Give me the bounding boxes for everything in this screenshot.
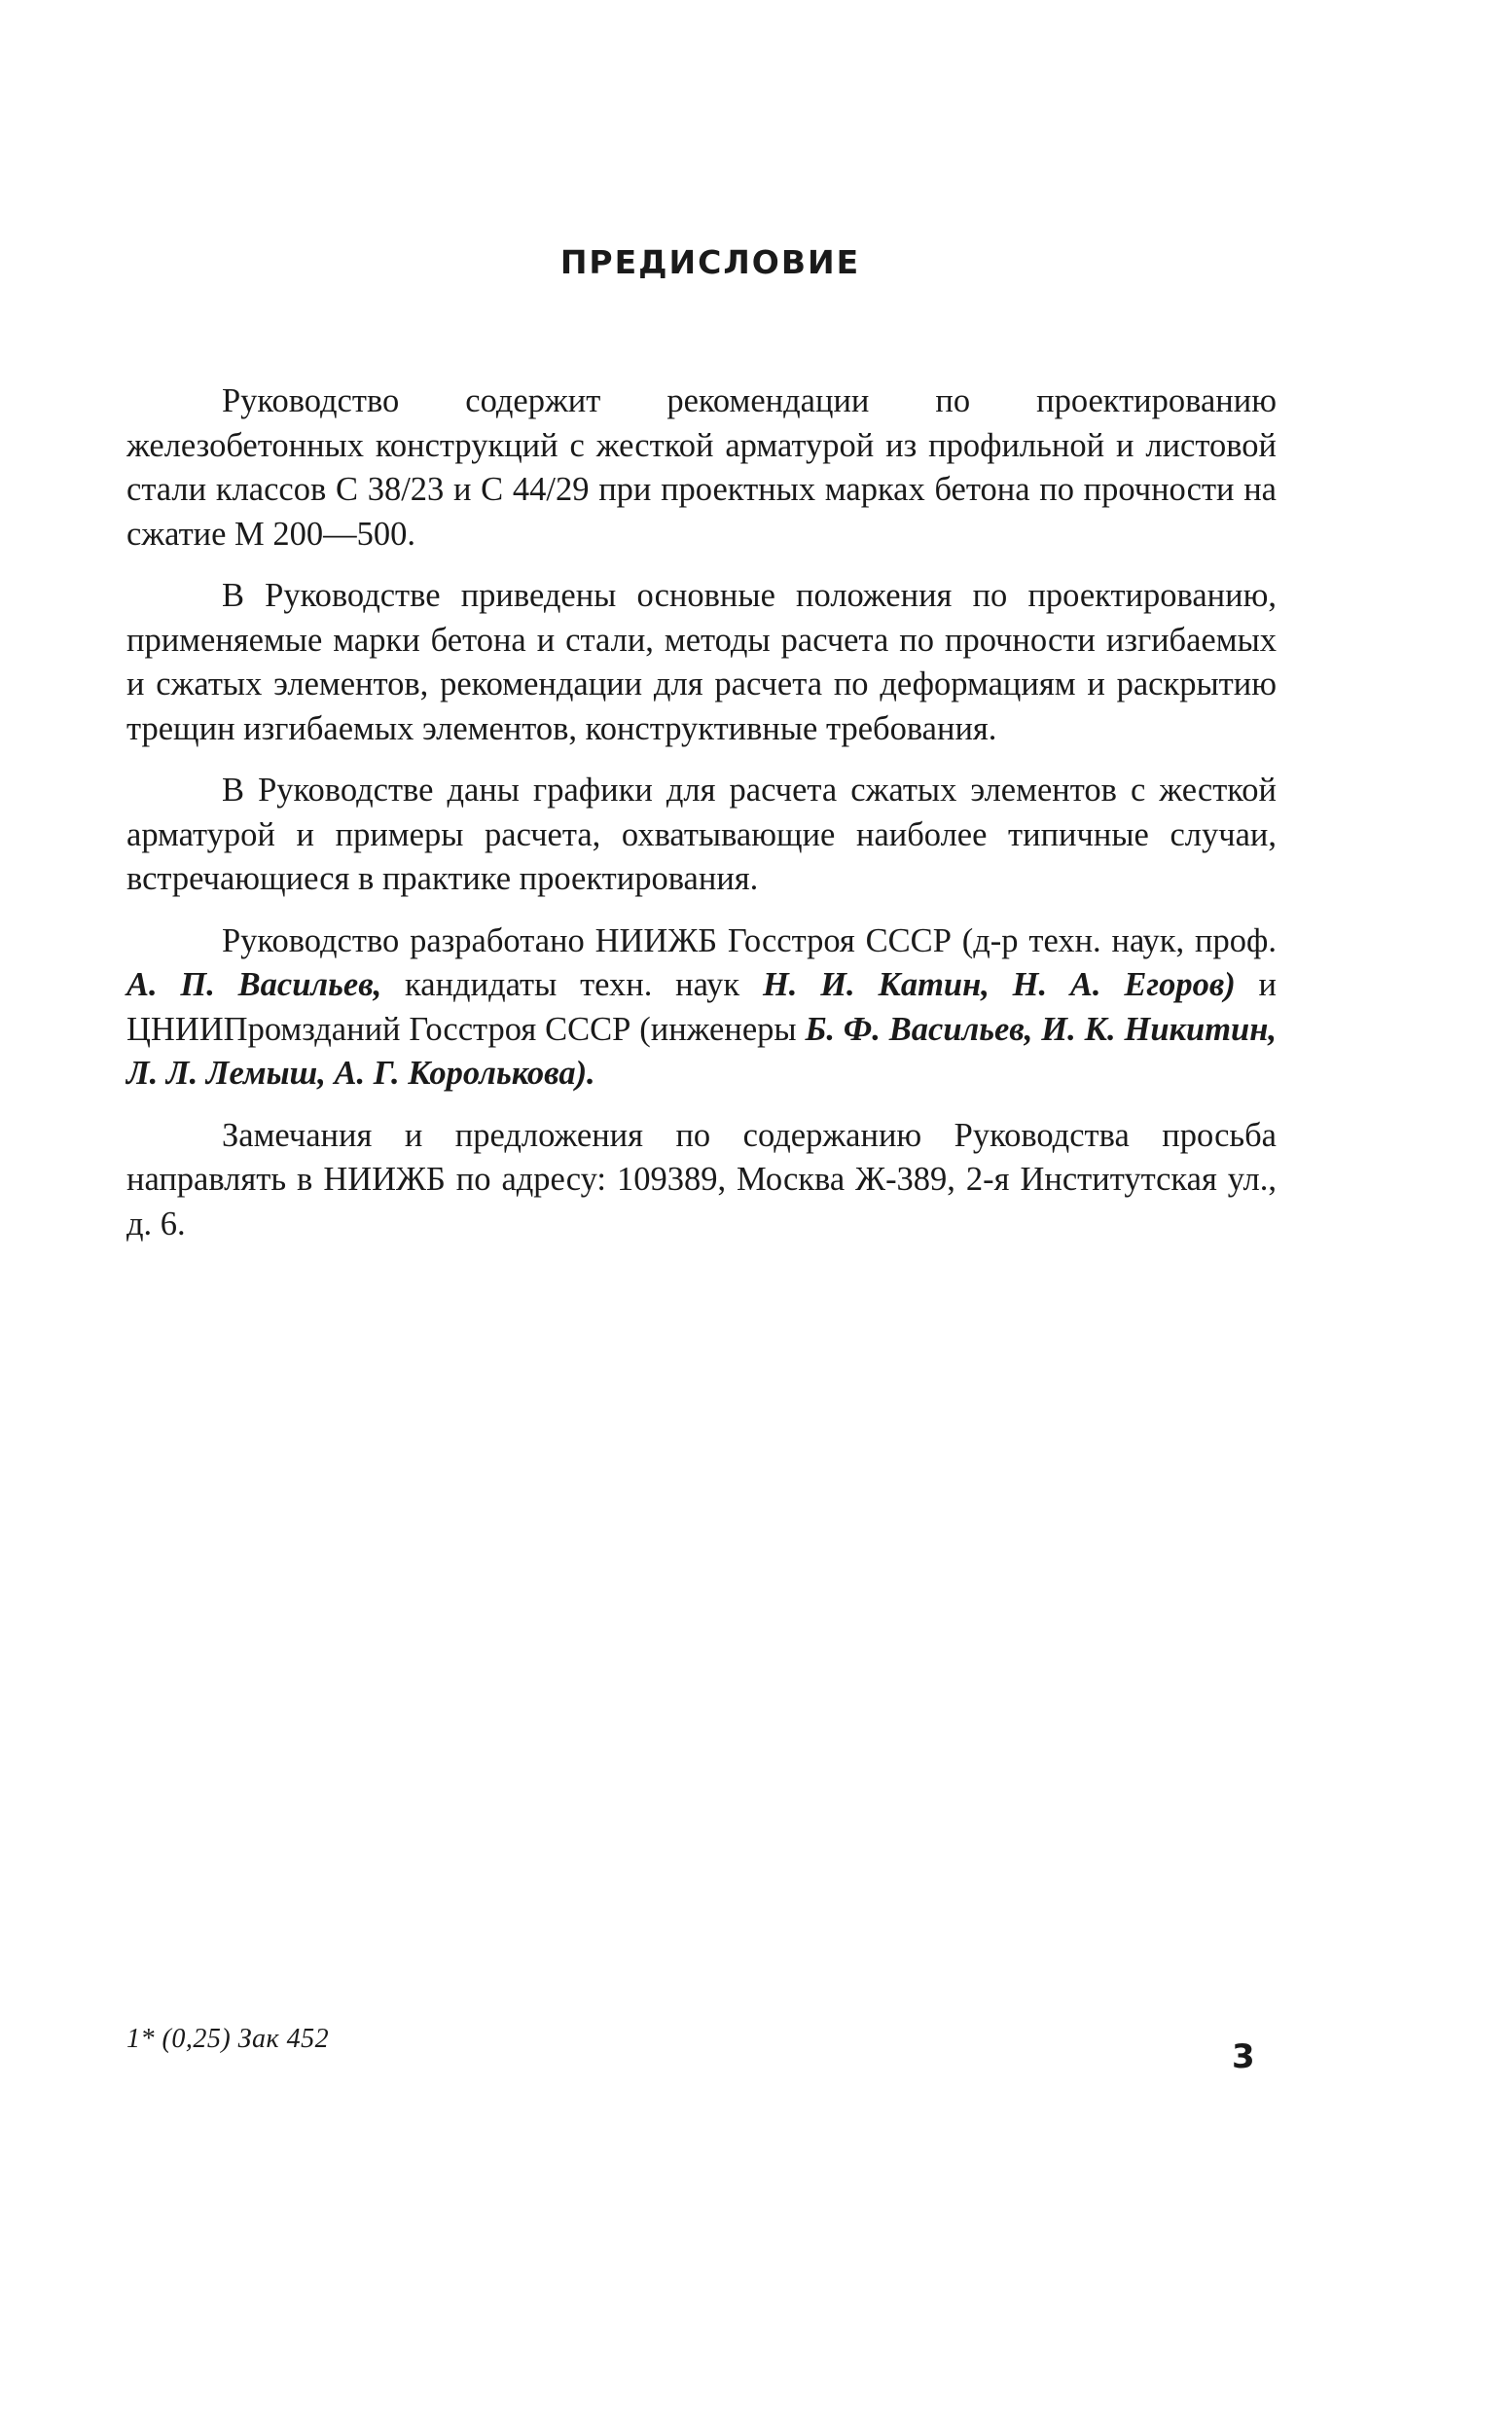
author-name-1: А. П. Васильев, — [126, 966, 382, 1003]
author-names-3: Б. Ф. Васильев, И. К. Никитин, Л. Л. Лемыш, А. Г. Королькова). — [126, 1010, 1278, 1092]
paragraph-scope: Руководство содержит рекомендации по проектированию железобетонных конструкций с жесткой арматурой из профильной и листовой стали классов С 38/23 и С 44/29 при проектных марках бетона по прочности на сжатие М 200—500. — [126, 382, 1277, 553]
print-order-note: 1* (0,25) Зак 452 — [126, 2024, 330, 2054]
paragraph-authors — [126, 919, 1277, 1097]
author-names-2: Н. И. Катин, Н. А. Егоров) — [762, 966, 1236, 1003]
page-title: ПРЕДИСЛОВИЕ — [559, 243, 861, 281]
authors-text-2: кандидаты техн. наук — [381, 966, 763, 1003]
preface-body — [126, 379, 1277, 1246]
paragraph-contact: Замечания и предложения по содержанию Руководства просьба направлять в НИИЖБ по адресу: 109389, Москва Ж-389, 2-я Институтская ул., д. 6. — [126, 1116, 1277, 1242]
authors-text-3: и ЦНИИПромзданий Госстроя СССР (инженеры — [126, 966, 1277, 1048]
page-number: 3 — [1232, 2037, 1255, 2076]
paragraph-graphs: В Руководстве даны графики для расчета сжатых элементов с жесткой арматурой и примеры расчета, охватывающие наиболее типичные случаи, встречающиеся в практике проектирования. — [126, 772, 1277, 897]
paragraph-contents: В Руководстве приведены основные положения по проектированию, применяемые марки бетона и стали, методы расчета по прочности изгибаемых и сжатых элементов, рекомендации для расчета по деформациям и раскрытию трещин изгибаемых элементов, конструктивные требования. — [126, 577, 1277, 747]
authors-text-1: Руководство разработано НИИЖБ Госстроя СССР (д-р техн. наук, проф. — [222, 921, 1277, 959]
